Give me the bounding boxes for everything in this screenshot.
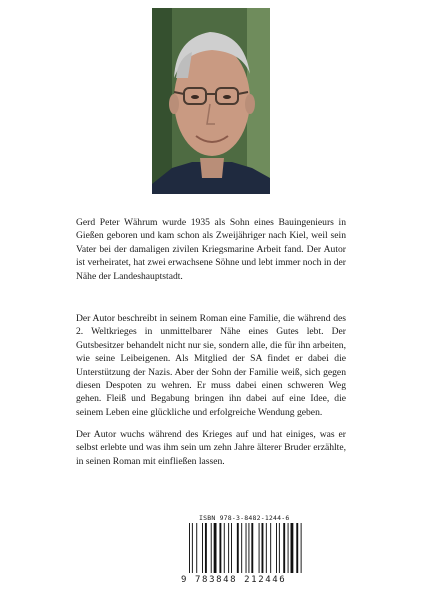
barcode-digits: 9 783848 212446 xyxy=(181,575,287,585)
isbn-label: ISBN 978-3-8482-1244-6 xyxy=(199,514,290,522)
barcode-bars xyxy=(189,523,304,573)
author-portrait-image xyxy=(152,8,270,194)
author-bio: Gerd Peter Währum wurde 1935 als Sohn eines Bauingenieurs in Gießen geboren und kam schon als Zweijähriger nach Kiel, weil sein Vater bei der damaligen zivilen Kriegsmarine Arbeit fand. Der Autor ist verheiratet, hat zwei erwachsene Söhne und lebt immer noch in der Nähe der Landeshauptstadt. xyxy=(76,217,346,282)
author-photo xyxy=(152,8,270,194)
isbn-barcode xyxy=(181,513,310,587)
closing-paragraph: Der Autor wuchs während des Krieges auf und hat einiges, was er selbst erlebte und was ihm sein um zehn Jahre älterer Bruder erzählte, in seinen Roman mit einfließen lassen. xyxy=(76,429,346,467)
book-summary: Der Autor beschreibt in seinem Roman eine Familie, die während des 2. Weltkrieges in unmittelbarer Nähe eines Gutes lebt. Der Gutsbesitzer behandelt nicht nur sie, sondern alle, die für ihn arbeiten, wie seine Leibeigenen. Als Mitglied der SA findet er dabei die Unterstützung der Nazis. Aber der Sohn der Familie weiß, sich gegen diesen Despoten zu wehren. Er muss dabei einen schweren Weg gehen. Fleiß und Begabung bringen ihn dabei auf eine Idee, die seinem Leben eine glückliche und erfolgreiche Wendung geben. xyxy=(76,313,346,418)
